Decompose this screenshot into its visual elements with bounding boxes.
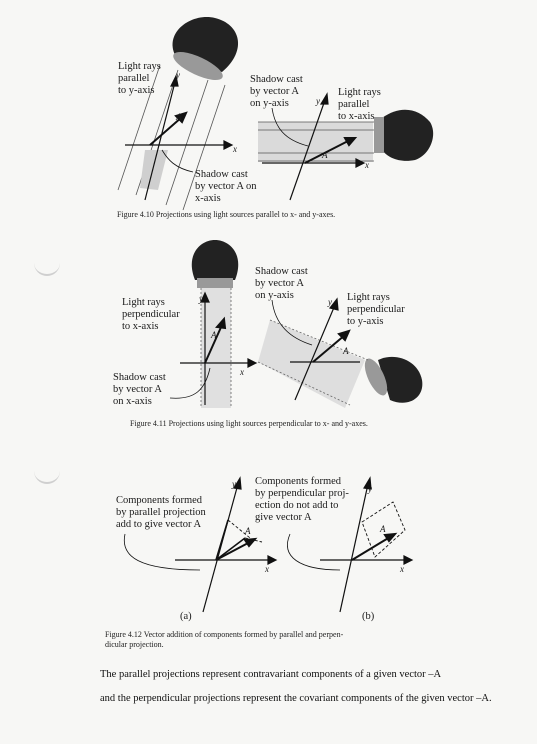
vector-label: A (211, 330, 217, 340)
figure-4-12-drawing (0, 462, 537, 622)
rays-label: Light rays parallel to y-axis (118, 61, 161, 96)
components-label: Components formed by parallel projection add to give vector A (116, 495, 206, 530)
lamp-icon (360, 355, 422, 402)
x-axis-label: x (400, 564, 404, 574)
figure-4-11-drawing (0, 230, 537, 435)
vector-label: A (176, 112, 182, 122)
figure-4-12 (0, 462, 537, 657)
figure-4-11 (0, 230, 537, 445)
vector-label: A (322, 150, 328, 160)
caption-line: Figure 4.12 Vector addition of components formed by parallel and perpen- (105, 630, 344, 639)
lamp-icon (192, 240, 238, 288)
rays-label: Light rays perpendicular to x-axis (122, 297, 180, 332)
figure-caption (105, 630, 343, 650)
rays-label: Light rays perpendicular to y-axis (347, 292, 405, 327)
y-axis-label: y (328, 297, 332, 307)
caption-line: dicular projection. (105, 640, 164, 649)
x-axis-label: x (265, 564, 269, 574)
vector-label: A (380, 524, 386, 534)
vector-label: A (343, 346, 349, 356)
y-axis-label: y (232, 479, 236, 489)
shadow (140, 150, 168, 190)
lamp-icon (374, 110, 433, 161)
rays-label: Light rays parallel to x-axis (338, 87, 381, 122)
components-label: Components formed by perpendicular proj- ection do not add to give vector A (255, 476, 349, 523)
y-axis-label: y (199, 294, 203, 304)
x-axis-label: x (240, 367, 244, 377)
shadow-label: Shadow cast by vector A on y-axis (255, 266, 308, 301)
shadow-label: Shadow cast by vector A on x-axis (195, 169, 257, 204)
y-axis-label: y (316, 96, 320, 106)
x-axis-label: x (365, 160, 369, 170)
figure-4-10-drawing (0, 0, 537, 230)
panel-label-a: (a) (180, 611, 192, 622)
shadow-label: Shadow cast by vector A on x-axis (113, 372, 166, 407)
x-axis-label: x (233, 144, 237, 154)
vector-a (352, 534, 395, 560)
shadow-label: Shadow cast by vector A on y-axis (250, 74, 303, 109)
figure-caption: Figure 4.10 Projections using light sources parallel to x- and y-axes. (117, 210, 336, 219)
figure-caption: Figure 4.11 Projections using light sources perpendicular to x- and y-axes. (130, 419, 368, 428)
figure-4-10 (0, 0, 537, 230)
vector-label: A (245, 526, 251, 536)
body-paragraph: The parallel projections represent contravariant components of a given vector –A (100, 669, 442, 680)
y-axis-label: y (368, 484, 372, 494)
components (216, 520, 245, 560)
y-axis-label: y (176, 70, 180, 80)
panel-label-b: (b) (362, 611, 375, 622)
body-paragraph: and the perpendicular projections represent the covariant components of the given vector –A. (100, 693, 492, 704)
